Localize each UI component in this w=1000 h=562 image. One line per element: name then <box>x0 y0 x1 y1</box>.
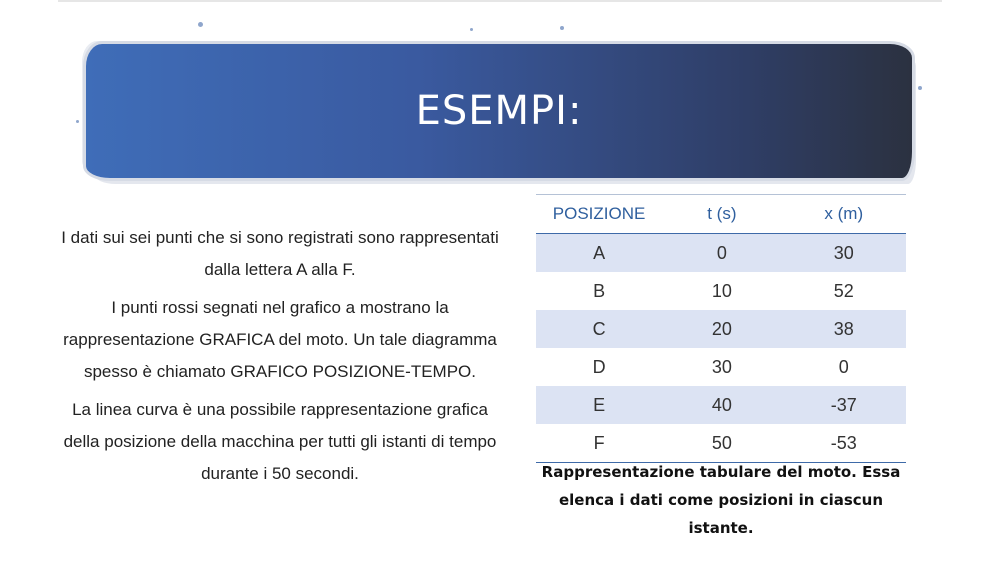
paint-speck <box>560 26 564 30</box>
cell-time: 20 <box>662 310 781 348</box>
cell-x: 0 <box>838 356 849 377</box>
cell-x: -53 <box>782 424 906 463</box>
paint-speck <box>76 120 79 123</box>
table-row <box>536 310 906 348</box>
paint-speck <box>470 28 473 31</box>
cell-position: D <box>592 356 606 377</box>
paint-speck <box>918 86 922 90</box>
cell-x: 52 <box>833 280 854 301</box>
title-banner <box>86 44 912 178</box>
paragraph-graphic-representation: I punti rossi segnati nel grafico a mostrano la rappresentazione GRAFICA del moto. Un tale diagramma spesso è chiamato GRAFICO POSIZIONE-TEMPO. <box>63 298 497 381</box>
table-row <box>536 234 906 273</box>
table-row <box>536 348 906 386</box>
header-x: x (m) <box>782 195 906 234</box>
cell-time: 40 <box>662 386 781 424</box>
page-title: ESEMPI: <box>415 88 583 134</box>
cell-x: 30 <box>782 234 906 273</box>
cell-position: A <box>536 234 662 273</box>
description-text <box>55 222 505 496</box>
table-row <box>536 386 906 424</box>
table-row <box>536 272 906 310</box>
table-row <box>536 424 906 463</box>
position-time-table <box>536 194 906 463</box>
paragraph-curve-line: La linea curva è una possibile rappresentazione grafica della posizione della macchina per tutti gli istanti di tempo durante i 50 secondi. <box>63 400 497 483</box>
header-position: POSIZIONE <box>536 195 662 234</box>
cell-x: 38 <box>782 310 906 348</box>
table-caption: Rappresentazione tabulare del moto. Essa elenca i dati come posizioni in ciascun istante. <box>541 463 901 537</box>
cell-time: 0 <box>662 234 781 273</box>
header-time: t (s) <box>662 195 781 234</box>
paragraph-data-points: I dati sui sei punti che si sono registrati sono rappresentati dalla lettera A alla F. <box>61 228 499 279</box>
cell-position: B <box>593 280 606 301</box>
top-divider <box>58 0 942 2</box>
paint-speck <box>198 22 203 27</box>
cell-position: E <box>536 386 662 424</box>
cell-time: 10 <box>711 280 732 301</box>
cell-position: F <box>536 424 662 463</box>
cell-position: C <box>536 310 662 348</box>
cell-time: 30 <box>711 356 732 377</box>
cell-x: -37 <box>782 386 906 424</box>
table-header-row <box>536 195 906 234</box>
cell-time: 50 <box>662 424 781 463</box>
